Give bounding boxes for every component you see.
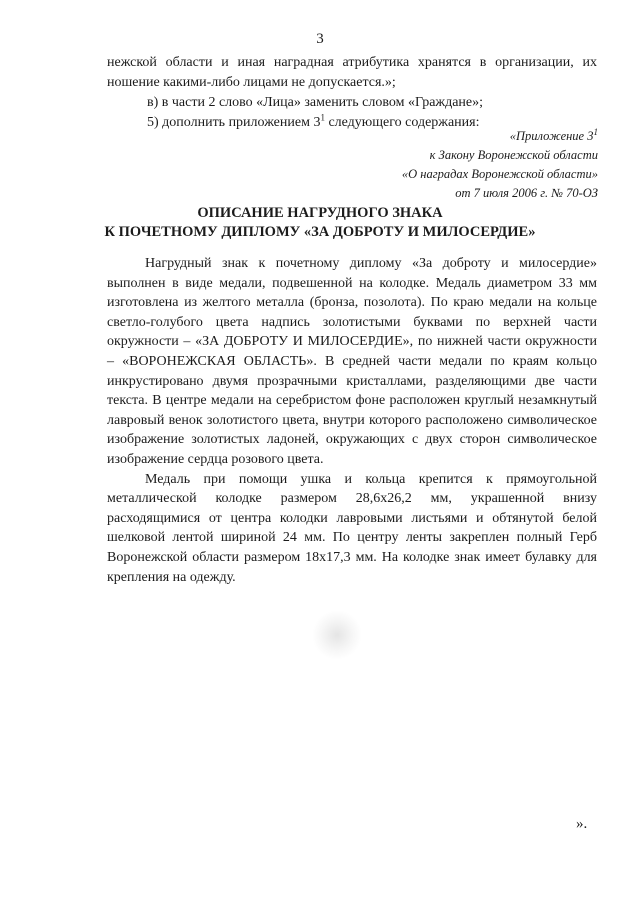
appendix-header-line-4: от 7 июля 2006 г. № 70-ОЗ (455, 186, 598, 200)
appendix-sup: 1 (593, 126, 598, 137)
page-number: 3 (316, 31, 324, 47)
item5-text: 5) дополнить приложением 3 (147, 115, 321, 130)
description-body (107, 254, 597, 587)
appendix-header-line-2: к Закону Воронежской области (429, 148, 598, 162)
appendix-header-line-1: «Приложение $3^1$ (509, 126, 598, 143)
scan-smudge (312, 610, 362, 660)
appendix-header-line-3: «О наградах Воронежской области» (401, 167, 598, 181)
amendment-line-v: в) в части 2 слово «Лица» заменить словом «Граждане»; (147, 95, 484, 110)
continued-text: нежской области и иная наградная атрибутика хранятся в организации, их ношение какими-либо лицами не допускается.»; (107, 55, 597, 90)
document-title (0, 204, 640, 242)
title-line-2: К ПОЧЕТНОМУ ДИПЛОМУ «ЗА ДОБРОТУ И МИЛОСЕРДИЕ» (104, 224, 536, 240)
paragraph-medal-description: Нагрудный знак к почетному диплому «За доброту и милосердие» выполнен в виде медали, подвешенной на колодке. Медаль диаметром 33 мм изготовлена из желтого металла (бронза, позолота). По краю медали на кольце светло-голубого цвета надпись золотистыми буквами по верхней части окружности – «ЗА ДОБРОТУ И МИЛОСЕРДИЕ», по нижней части окружности – «ВОРОНЕЖСКАЯ ОБЛАСТЬ». В средней части медали по краям кольцо инкрустировано двумя прозрачными кристаллами, разделяющими две части текста. В центре медали на серебристом фоне расположен круглый незамкнутый лавровый венок золотистого цвета, внутри которого расположено символическое изображение золотистых ладоней, окружающих с двух сторон символическое изображение сердца розового цвета. (107, 256, 597, 467)
item5-tail: следующего содержания: (324, 115, 480, 130)
item5-sup: 1 (320, 112, 325, 123)
title-line-1: ОПИСАНИЕ НАГРУДНОГО ЗНАКА (197, 205, 443, 221)
closing-mark: ». (576, 816, 588, 832)
paragraph-attachment-description: Медаль при помощи ушка и кольца крепится к прямоугольной металлической колодке размером 28,6х26,2 мм, украшенной внизу расходящимися от центра колодки лавровыми листьями и обтянутой белой шелковой лентой шириной 24 мм. По центру ленты закреплен полный Герб Воронежской области размером 18х17,3 мм. На колодке знак имеет булавку для крепления на одежду. (107, 471, 597, 585)
